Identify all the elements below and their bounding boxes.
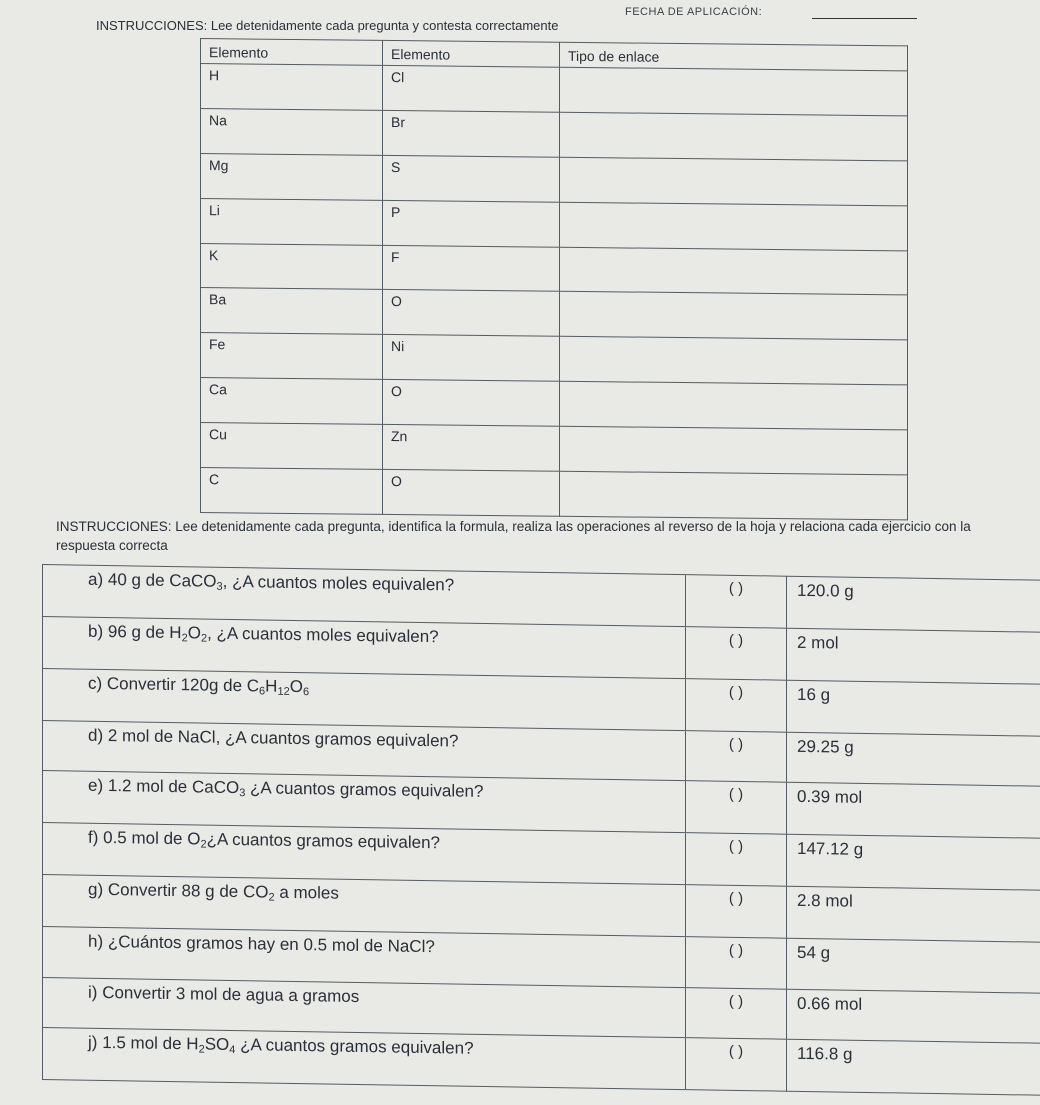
answer-option: 120.0 g	[787, 576, 1040, 632]
element-a: Li	[201, 198, 383, 245]
question-letter: h)	[88, 932, 104, 952]
instructions-2: INSTRUCCIONES: Lee detenidamente cada pregunta, identifica la formula, realiza las operaciones al reverso de la hoja y relaciona cada ejercicio con la respuesta correcta	[56, 519, 971, 553]
answer-option: 0.66 mol	[787, 989, 1040, 1043]
subscript: 6	[259, 685, 266, 698]
question-text-end: ¿A cuantos gramos equivalen?	[206, 829, 440, 853]
question-text: 1.5 mol de H	[102, 1032, 199, 1054]
element-b: Ni	[383, 335, 560, 382]
question-cell	[43, 1027, 686, 1089]
header-elemento-2: Elemento	[383, 40, 560, 67]
element-a: Ba	[201, 288, 383, 335]
formula-part: O	[187, 623, 201, 643]
table-row	[201, 153, 908, 205]
subscript: 2	[200, 632, 208, 645]
header-tipo-enlace: Tipo de enlace	[560, 42, 908, 71]
answer-option: 16 g	[787, 680, 1040, 736]
formula-part: O	[289, 676, 303, 697]
element-b: S	[383, 155, 560, 202]
question-letter: c)	[88, 673, 103, 693]
table-row	[201, 378, 908, 430]
bond-type-cell[interactable]	[560, 112, 908, 161]
subscript: 3	[216, 580, 223, 593]
question-text: 96 g de H	[107, 622, 182, 643]
element-b: Cl	[383, 65, 560, 112]
bond-type-cell[interactable]	[560, 471, 908, 520]
subscript: 6	[302, 686, 310, 699]
answer-option: 2 mol	[787, 628, 1040, 684]
element-b: O	[383, 380, 560, 427]
fecha-input-line[interactable]	[812, 8, 917, 19]
table-row	[201, 333, 908, 385]
question-text: Convertir 3 mol de agua a gramos	[102, 982, 360, 1006]
table-row	[201, 243, 908, 295]
answer-blank[interactable]: ( )	[686, 987, 787, 1039]
question-text: ¿Cuántos gramos hay en 0.5 mol de NaCl?	[107, 932, 435, 957]
table-row	[201, 423, 908, 475]
element-b: F	[383, 245, 560, 292]
question-text: Convertir 88 g de CO	[107, 880, 269, 902]
answer-blank[interactable]: ( )	[686, 679, 787, 733]
subscript: 2	[268, 891, 275, 905]
table-row	[201, 198, 908, 250]
element-b: Br	[383, 110, 560, 157]
bond-type-cell[interactable]	[560, 426, 908, 475]
question-letter: d)	[88, 725, 104, 746]
formula-part: SO	[204, 1034, 230, 1054]
bond-type-cell[interactable]	[560, 292, 908, 341]
element-a: Ca	[201, 378, 383, 425]
question-text-end: ¿A cuantos gramos equivalen?	[235, 1034, 474, 1058]
subscript: 2	[181, 632, 188, 645]
subscript: 2	[198, 1043, 205, 1056]
subscript: 2	[200, 838, 207, 851]
question-text-end: , ¿A cuantos moles equivalen?	[222, 571, 455, 595]
bond-type-cell[interactable]	[560, 67, 908, 116]
element-a: Fe	[201, 333, 383, 380]
table-row	[201, 288, 908, 340]
answer-blank[interactable]: ( )	[686, 833, 787, 887]
question-letter: f)	[88, 828, 99, 848]
answer-blank[interactable]: ( )	[686, 937, 787, 989]
question-letter: e)	[88, 776, 104, 796]
bond-type-cell[interactable]	[560, 247, 908, 296]
question-letter: a)	[88, 569, 104, 589]
answer-option: 54 g	[787, 939, 1040, 993]
question-letter: i)	[88, 982, 98, 1002]
answer-option: 0.39 mol	[787, 783, 1040, 839]
subscript: 12	[277, 685, 290, 698]
table-row	[201, 468, 908, 520]
answer-option: 2.8 mol	[787, 887, 1040, 943]
element-b: Zn	[383, 425, 560, 472]
element-b: O	[383, 469, 560, 516]
subscript: 4	[229, 1043, 236, 1056]
answer-blank[interactable]: ( )	[686, 575, 787, 629]
subscript: 3	[239, 787, 246, 800]
answer-blank[interactable]: ( )	[686, 885, 787, 939]
question-text: 1.2 mol de CaCO	[107, 776, 240, 798]
bond-type-table	[200, 38, 908, 520]
table-row	[201, 64, 908, 116]
question-letter: j)	[88, 1032, 98, 1052]
element-b: P	[383, 200, 560, 247]
question-letter: g)	[88, 880, 104, 900]
question-text-end: a moles	[274, 883, 339, 904]
bond-type-cell[interactable]	[560, 157, 908, 206]
element-a: Cu	[201, 423, 383, 470]
question-text: 40 g de CaCO	[107, 570, 217, 591]
element-a: C	[201, 468, 383, 515]
bond-type-cell[interactable]	[560, 202, 908, 251]
element-a: Mg	[201, 153, 383, 200]
question-letter: b)	[88, 621, 104, 641]
question-text: 2 mol de NaCl, ¿A cuantos gramos equivalen?	[107, 726, 459, 751]
formula-part: H	[265, 676, 278, 696]
answer-blank[interactable]: ( )	[686, 781, 787, 835]
instructions-1: INSTRUCCIONES: Lee detenidamente cada pregunta y contesta correctamente	[96, 18, 559, 33]
question-text-end: ¿A cuantos gramos equivalen?	[245, 778, 484, 802]
answer-blank[interactable]: ( )	[686, 627, 787, 681]
fecha-label: FECHA DE APLICACIÓN:	[625, 6, 763, 18]
question-text: 0.5 mol de O	[103, 828, 201, 849]
matching-exercise-table	[42, 564, 1040, 1096]
answer-option: 147.12 g	[787, 835, 1040, 891]
element-b: O	[383, 290, 560, 337]
element-a: H	[201, 64, 383, 111]
table-row	[201, 108, 908, 160]
bond-type-cell[interactable]	[560, 381, 908, 430]
answer-blank[interactable]: ( )	[686, 731, 787, 783]
element-a: Na	[201, 108, 383, 155]
answer-blank[interactable]: ( )	[686, 1038, 787, 1092]
element-a: K	[201, 243, 383, 290]
question-text-end: , ¿A cuantos moles equivalen?	[207, 623, 439, 647]
answer-option: 116.8 g	[787, 1039, 1040, 1095]
bond-type-cell[interactable]	[560, 337, 908, 386]
question-text: Convertir 120g de C	[106, 674, 260, 696]
answer-option: 29.25 g	[787, 732, 1040, 786]
header-elemento-1: Elemento	[201, 39, 383, 66]
